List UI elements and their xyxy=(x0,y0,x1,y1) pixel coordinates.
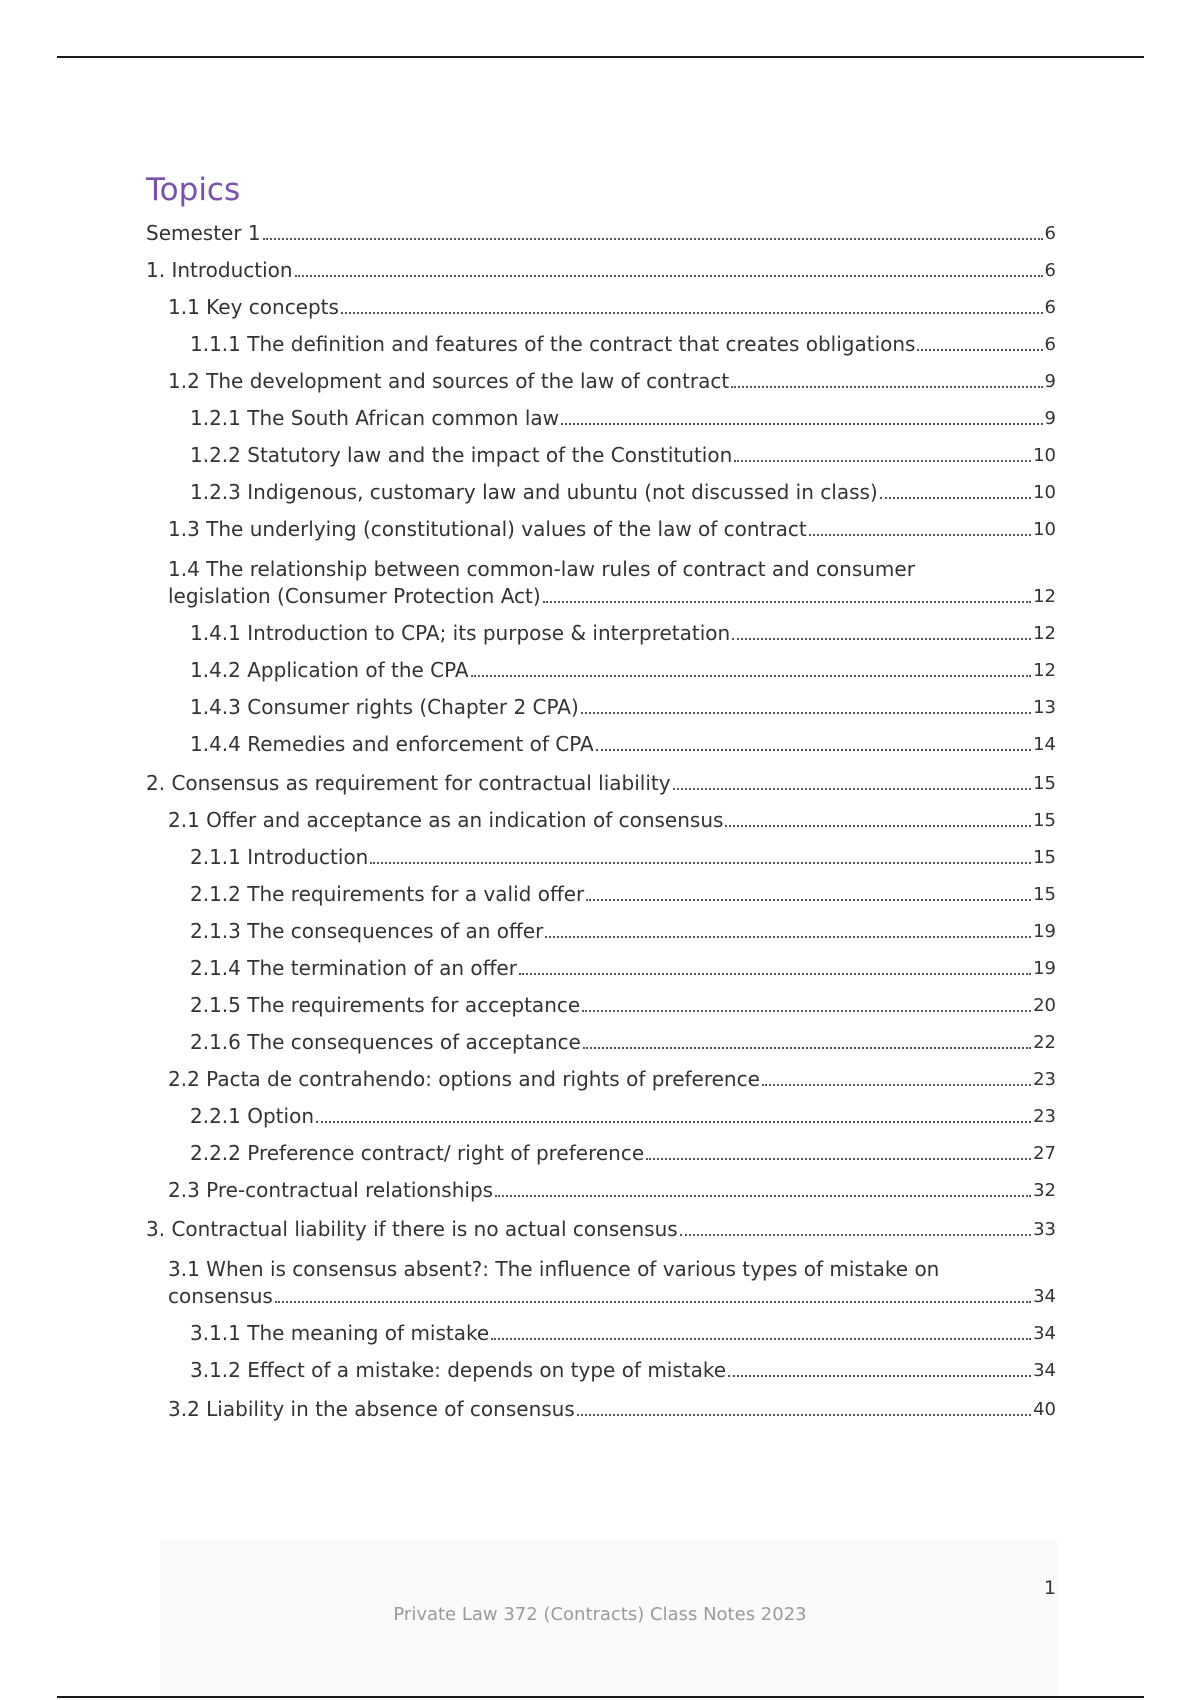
toc-entry-title: 1.4.4 Remedies and enforcement of CPA xyxy=(190,732,594,756)
dot-leader xyxy=(673,788,1032,790)
dot-leader xyxy=(341,312,1043,314)
toc-entry-page: 12 xyxy=(1033,623,1056,644)
toc-entry-title: 2.1.4 The termination of an offer xyxy=(190,956,517,980)
dot-leader xyxy=(725,825,1031,827)
toc-entry[interactable] xyxy=(146,368,1056,395)
dot-leader xyxy=(561,423,1043,425)
toc-entry-page: 10 xyxy=(1033,519,1056,540)
toc-entry[interactable] xyxy=(146,555,1056,610)
toc-entry[interactable] xyxy=(146,1140,1056,1167)
dot-leader xyxy=(734,460,1031,462)
toc-row xyxy=(190,955,1056,982)
toc-row xyxy=(168,368,1056,395)
toc-entry[interactable] xyxy=(146,516,1056,543)
toc-entry-title: 3.1.2 Effect of a mistake: depends on type of mistake xyxy=(190,1358,727,1382)
dot-leader xyxy=(680,1234,1031,1236)
toc-row xyxy=(168,516,1056,543)
toc-entry-page: 6 xyxy=(1044,223,1056,244)
toc-entry-page: 19 xyxy=(1033,958,1056,979)
toc-row xyxy=(168,807,1056,834)
footer-text: Private Law 372 (Contracts) Class Notes 2023 xyxy=(393,1604,807,1625)
toc-entry-title: 1.2.2 Statutory law and the impact of the Constitution xyxy=(190,443,733,467)
dot-leader xyxy=(295,275,1043,277)
toc-entry-page: 9 xyxy=(1044,371,1056,392)
toc-row xyxy=(190,331,1056,358)
toc-entry[interactable] xyxy=(146,1255,1056,1310)
toc-entry-title: 1.1.1 The definition and features of the contract that creates obligations xyxy=(190,332,916,356)
toc-entry-page: 34 xyxy=(1033,1323,1056,1344)
dot-leader xyxy=(728,1375,1031,1377)
toc-entry[interactable] xyxy=(146,1177,1056,1204)
toc-entry[interactable] xyxy=(146,294,1056,321)
toc-heading: Topics xyxy=(146,172,241,208)
toc-row xyxy=(190,918,1056,945)
dot-leader xyxy=(596,749,1031,751)
footer-rule xyxy=(57,1696,1144,1698)
toc-entry-title: 2.2 Pacta de contrahendo: options and rights of preference xyxy=(168,1067,760,1091)
toc-entry-page: 23 xyxy=(1033,1106,1056,1127)
page-number: 1 xyxy=(1043,1577,1056,1599)
toc-entry-title: 2. Consensus as requirement for contractual liability xyxy=(146,771,671,795)
toc-entry-title: 1. Introduction xyxy=(146,258,293,282)
toc-entry-page: 12 xyxy=(1033,586,1056,607)
toc-entry[interactable] xyxy=(146,257,1056,284)
dot-leader xyxy=(519,973,1031,975)
toc-entry-page: 12 xyxy=(1033,660,1056,681)
toc-entry[interactable] xyxy=(146,731,1056,758)
toc-row xyxy=(190,405,1056,432)
toc-row xyxy=(190,1140,1056,1167)
toc-entry-page: 10 xyxy=(1033,445,1056,466)
toc-entry-page: 40 xyxy=(1033,1399,1056,1420)
toc-entry[interactable] xyxy=(146,955,1056,982)
toc-row xyxy=(168,1283,1056,1310)
toc-entry-page: 34 xyxy=(1033,1360,1056,1381)
toc-entry-title: 1.2.1 The South African common law xyxy=(190,406,559,430)
toc-entry-title: 1.2 The development and sources of the law of contract xyxy=(168,369,730,393)
toc-entry-title: Semester 1 xyxy=(146,221,261,245)
toc-entry-page: 13 xyxy=(1033,697,1056,718)
toc-entry-page: 6 xyxy=(1044,260,1056,281)
dot-leader xyxy=(543,601,1031,603)
toc-entry-page: 15 xyxy=(1033,884,1056,905)
dot-leader xyxy=(582,1010,1031,1012)
dot-leader xyxy=(577,1414,1031,1416)
toc-entry[interactable] xyxy=(146,1029,1056,1056)
toc-row xyxy=(146,257,1056,284)
toc-entry-page: 15 xyxy=(1033,847,1056,868)
toc-row xyxy=(190,1029,1056,1056)
toc-entry-title: 2.1.2 The requirements for a valid offer xyxy=(190,882,585,906)
dot-leader xyxy=(581,712,1031,714)
toc-entry[interactable] xyxy=(146,220,1056,247)
dot-leader xyxy=(583,1047,1031,1049)
toc-entry[interactable] xyxy=(146,442,1056,469)
toc-entry-title: 3.1.1 The meaning of mistake xyxy=(190,1321,490,1345)
toc-entry-title: 2.1.5 The requirements for acceptance xyxy=(190,993,581,1017)
toc-entry-title: 2.1.1 Introduction xyxy=(190,845,369,869)
toc-entry-title: 2.1.6 The consequences of acceptance xyxy=(190,1030,581,1054)
dot-leader xyxy=(762,1084,1031,1086)
toc-entry-title-line1: 1.4 The relationship between common-law rules of contract and consumer xyxy=(168,557,915,581)
toc-row xyxy=(168,1396,1056,1423)
toc-entry-title: 1.2.3 Indigenous, customary law and ubuntu (not discussed in class) xyxy=(190,480,878,504)
toc-row xyxy=(168,294,1056,321)
toc-row xyxy=(190,1103,1056,1130)
toc-entry-page: 19 xyxy=(1033,921,1056,942)
toc-entry-title-line1: 3.1 When is consensus absent?: The influence of various types of mistake on xyxy=(168,1257,940,1281)
toc-entry[interactable] xyxy=(146,1357,1056,1384)
toc-entry-title: 1.1 Key concepts xyxy=(168,295,339,319)
toc-row xyxy=(146,1216,1056,1243)
table-of-contents xyxy=(146,170,1056,1423)
toc-entry[interactable] xyxy=(146,881,1056,908)
toc-row xyxy=(190,1357,1056,1384)
toc-entry-page: 27 xyxy=(1033,1143,1056,1164)
toc-row xyxy=(146,770,1056,797)
dot-leader xyxy=(471,675,1032,677)
toc-entry-title: 1.4.1 Introduction to CPA; its purpose & interpretation xyxy=(190,621,731,645)
toc-entry-page: 22 xyxy=(1033,1032,1056,1053)
toc-row xyxy=(190,479,1056,506)
dot-leader xyxy=(370,862,1031,864)
toc-entry[interactable] xyxy=(146,620,1056,647)
toc-entry[interactable] xyxy=(146,405,1056,432)
toc-entry-page: 14 xyxy=(1033,734,1056,755)
toc-row xyxy=(190,844,1056,871)
toc-entry-page: 6 xyxy=(1044,334,1056,355)
toc-entry-title: consensus xyxy=(168,1284,273,1308)
toc-row xyxy=(168,1177,1056,1204)
dot-leader xyxy=(495,1195,1031,1197)
toc-entry-title: 1.4.2 Application of the CPA xyxy=(190,658,469,682)
dot-leader xyxy=(263,238,1043,240)
dot-leader xyxy=(545,936,1031,938)
toc-entry[interactable] xyxy=(146,1066,1056,1093)
dot-leader xyxy=(586,899,1031,901)
toc-entry-title: 3. Contractual liability if there is no actual consensus xyxy=(146,1217,678,1241)
toc-row xyxy=(168,583,1056,610)
toc-entry[interactable] xyxy=(146,694,1056,721)
dot-leader xyxy=(491,1338,1031,1340)
toc-entry[interactable] xyxy=(146,1320,1056,1347)
toc-row xyxy=(190,731,1056,758)
toc-row xyxy=(190,881,1056,908)
toc-entry-page: 6 xyxy=(1044,297,1056,318)
toc-entry-title: 2.2.1 Option xyxy=(190,1104,314,1128)
toc-entry-page: 34 xyxy=(1033,1286,1056,1307)
dot-leader xyxy=(316,1121,1031,1123)
toc-entry-title: 1.3 The underlying (constitutional) values of the law of contract xyxy=(168,517,807,541)
toc-entry[interactable] xyxy=(146,844,1056,871)
toc-entry[interactable] xyxy=(146,657,1056,684)
toc-entry-page: 32 xyxy=(1033,1180,1056,1201)
dot-leader xyxy=(646,1158,1031,1160)
toc-row xyxy=(190,620,1056,647)
toc-entry-page: 20 xyxy=(1033,995,1056,1016)
dot-leader xyxy=(275,1301,1031,1303)
toc-entry-title: 1.4.3 Consumer rights (Chapter 2 CPA) xyxy=(190,695,579,719)
toc-entry-title: 2.1.3 The consequences of an offer xyxy=(190,919,544,943)
toc-entry-page: 9 xyxy=(1044,408,1056,429)
dot-leader xyxy=(732,638,1031,640)
toc-entry-page: 10 xyxy=(1033,482,1056,503)
header-rule xyxy=(57,56,1144,58)
toc-entry-title: 2.3 Pre-contractual relationships xyxy=(168,1178,494,1202)
toc-entry[interactable] xyxy=(146,1103,1056,1130)
toc-list xyxy=(146,220,1056,1423)
toc-row xyxy=(190,657,1056,684)
dot-leader xyxy=(731,386,1042,388)
toc-entry[interactable] xyxy=(146,770,1056,797)
dot-leader xyxy=(917,349,1042,351)
toc-entry-title: legislation (Consumer Protection Act) xyxy=(168,584,541,608)
toc-entry-title: 2.2.2 Preference contract/ right of preference xyxy=(190,1141,645,1165)
toc-entry[interactable] xyxy=(146,1396,1056,1423)
toc-entry[interactable] xyxy=(146,807,1056,834)
toc-entry[interactable] xyxy=(146,1216,1056,1243)
toc-entry-page: 33 xyxy=(1033,1219,1056,1240)
toc-entry-page: 15 xyxy=(1033,773,1056,794)
dot-leader xyxy=(809,534,1031,536)
toc-entry-title: 2.1 Offer and acceptance as an indication of consensus xyxy=(168,808,724,832)
toc-entry-page: 15 xyxy=(1033,810,1056,831)
toc-entry[interactable] xyxy=(146,331,1056,358)
toc-row xyxy=(168,1066,1056,1093)
toc-row xyxy=(190,992,1056,1019)
toc-row xyxy=(190,442,1056,469)
toc-entry[interactable] xyxy=(146,918,1056,945)
dot-leader xyxy=(880,497,1031,499)
toc-entry[interactable] xyxy=(146,479,1056,506)
toc-entry-title: 3.2 Liability in the absence of consensus xyxy=(168,1397,575,1421)
toc-entry-page: 23 xyxy=(1033,1069,1056,1090)
toc-row xyxy=(190,694,1056,721)
toc-entry[interactable] xyxy=(146,992,1056,1019)
toc-row xyxy=(146,220,1056,247)
toc-row xyxy=(190,1320,1056,1347)
